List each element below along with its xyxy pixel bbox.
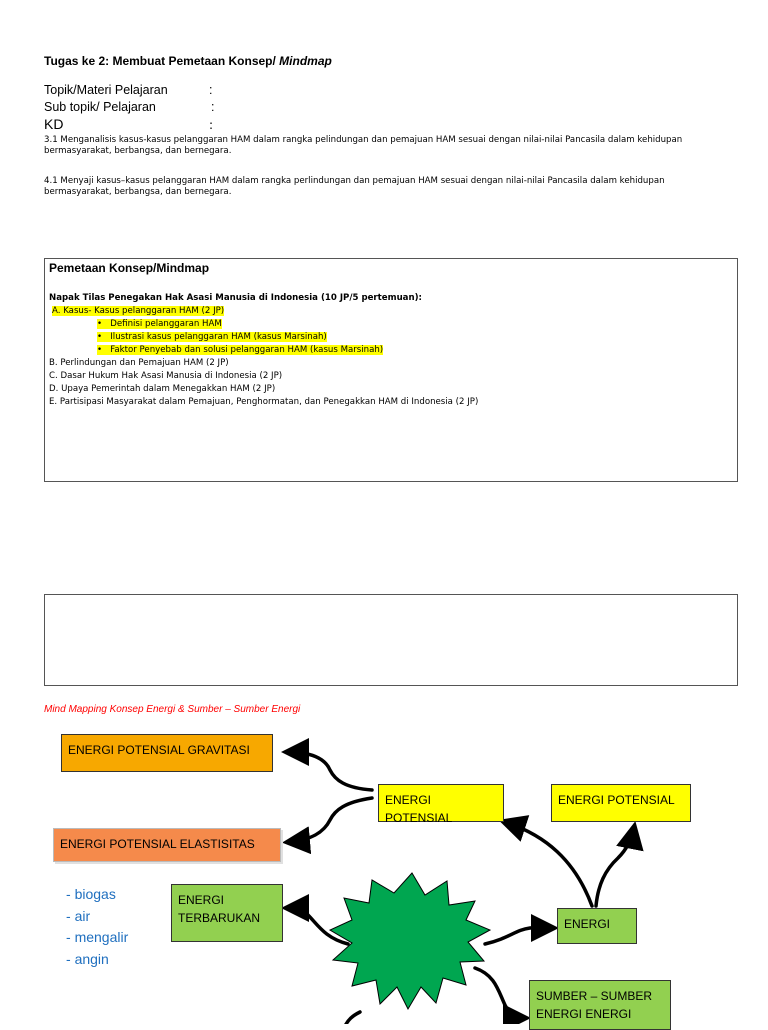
arrow-to-gravitasi xyxy=(288,752,372,790)
subtopic-label: Sub topik/ Pelajaran xyxy=(44,100,156,114)
list-subitem: • Definisi pelanggaran HAM xyxy=(97,319,222,329)
bullet-item: - biogas xyxy=(66,884,128,906)
node-energi-potensial-center: ENERGI POTENSIAL xyxy=(378,784,504,822)
bullet-item: - angin xyxy=(66,949,128,971)
topic-colon: : xyxy=(209,83,213,97)
kd-colon: : xyxy=(209,118,214,132)
concept-map-title: Pemetaan Konsep/Mindmap xyxy=(49,261,210,275)
arrow-to-energi xyxy=(485,928,552,944)
list-item: C. Dasar Hukum Hak Asasi Manusia di Indonesia (2 JP) xyxy=(49,371,283,381)
bullet-item: - air xyxy=(66,906,128,928)
list-subitem: • Ilustrasi kasus pelanggaran HAM (kasus Marsinah) xyxy=(97,332,327,342)
arrow-to-sumber xyxy=(475,968,524,1018)
kd-label: KD xyxy=(44,116,64,132)
list-item-a: A. Kasus- Kasus pelanggaran HAM (2 JP) xyxy=(52,306,225,316)
list-item: E. Partisipasi Masyarakat dalam Pemajuan, Penghormatan, dan Penegakkan HAM di Indonesia (2 JP) xyxy=(49,397,479,407)
arrow-down-left xyxy=(345,1012,360,1024)
list-subitem: • Faktor Penyebab dan solusi pelanggaran HAM (kasus Marsinah) xyxy=(97,345,384,355)
title-text: Tugas ke 2: Membuat Pemetaan Konsep/ xyxy=(44,54,280,68)
arrow-to-potensial xyxy=(505,822,592,906)
subtopic-colon: : xyxy=(211,100,215,114)
renewable-bullet-list xyxy=(66,884,128,970)
bullet-item: - mengalir xyxy=(66,927,128,949)
node-energi: ENERGI xyxy=(557,908,637,944)
node-energi-terbarukan: ENERGI TERBARUKAN xyxy=(171,884,283,942)
center-star-shape xyxy=(330,873,490,1009)
arrow-to-potensial-right xyxy=(596,828,634,906)
topic-label: Topik/Materi Pelajaran xyxy=(44,83,168,97)
concept-map-heading: Napak Tilas Penegakan Hak Asasi Manusia di Indonesia (10 JP/5 pertemuan): xyxy=(49,293,422,303)
list-item: D. Upaya Pemerintah dalam Menegakkan HAM (2 JP) xyxy=(49,384,276,394)
kd-paragraph-1: 3.1 Menganalisis kasus-kasus pelanggaran HAM dalam rangka pelindungan dan pemajuan HAM sesuai dengan nilai-nilai Pancasila dalam kehidupan bermasyarakat, berbangsa, dan bernegara. xyxy=(44,135,683,156)
mindmap-caption: Mind Mapping Konsep Energi & Sumber – Sumber Energi xyxy=(44,704,301,715)
node-energi-potensial-elastisitas: ENERGI POTENSIAL ELASTISITAS xyxy=(53,828,281,862)
arrow-to-elastisitas xyxy=(289,798,372,842)
title-italic: Mindmap xyxy=(279,54,332,68)
node-energi-potensial-right: ENERGI POTENSIAL xyxy=(551,784,691,822)
node-sumber-energi: SUMBER – SUMBER ENERGI ENERGI xyxy=(529,980,671,1030)
kd-paragraph-2: 4.1 Menyaji kasus–kasus pelanggaran HAM dalam rangka perlindungan dan pemajuan HAM sesuai dengan nilai-nilai Pancasila dalam kehidupan bermasyarakat, berbangsa, dan bernegara. xyxy=(44,176,665,197)
list-item: B. Perlindungan dan Pemajuan HAM (2 JP) xyxy=(49,358,229,368)
node-energi-potensial-gravitasi: ENERGI POTENSIAL GRAVITASI xyxy=(61,734,273,772)
